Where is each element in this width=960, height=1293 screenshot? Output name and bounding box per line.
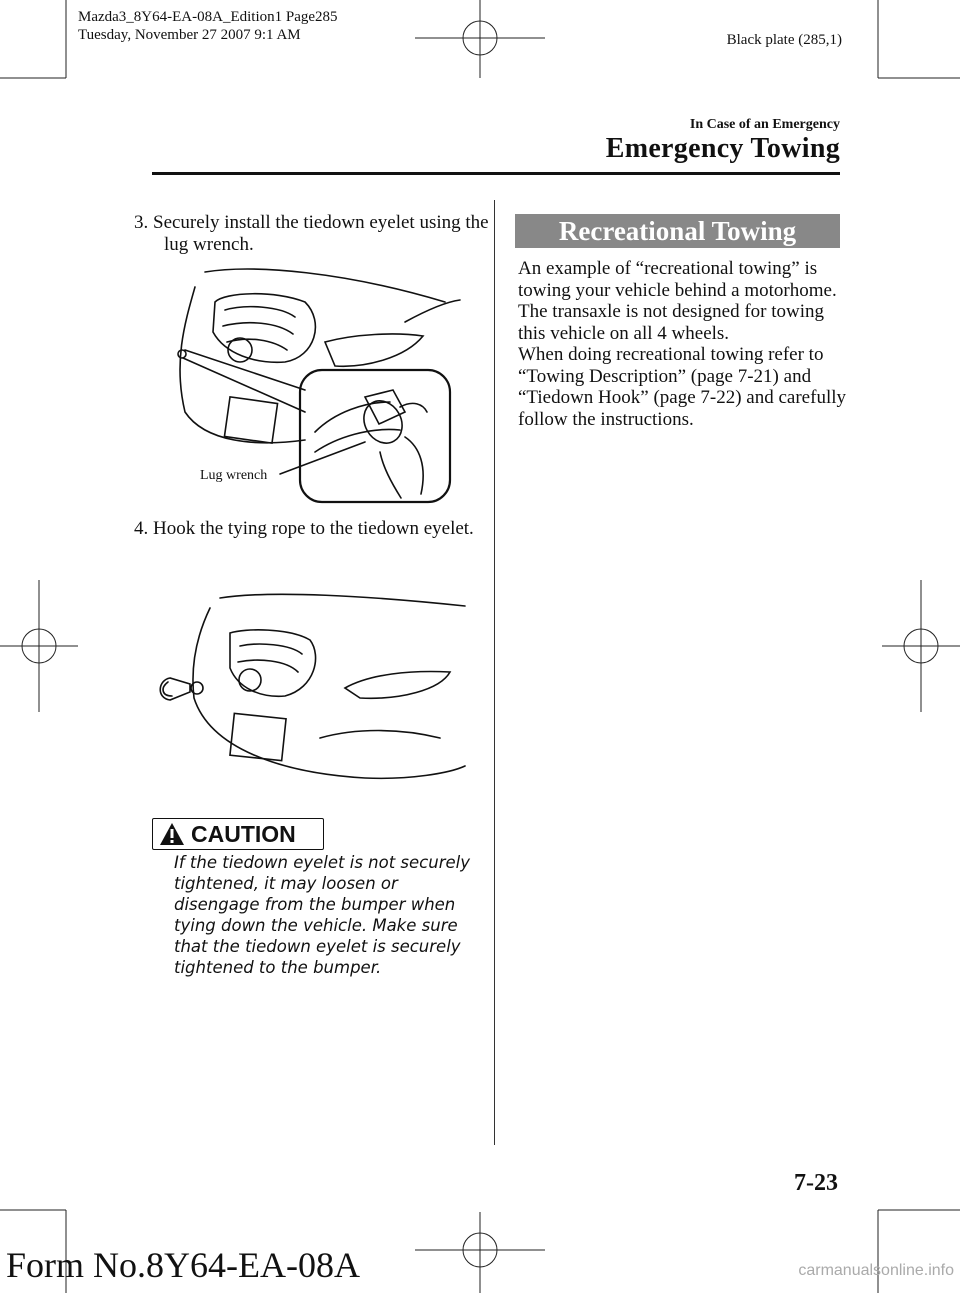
tiedown-eyelet-hooked-illustration	[150, 588, 470, 793]
paragraph-1: An example of “recreational towing” is towing your vehicle behind a motorhome. The transaxle is not designed for towing this vehicle on all 4 wheels.	[518, 258, 837, 344]
crop-mark-top-left	[0, 0, 66, 78]
plate-label: Black plate (285,1)	[726, 32, 842, 48]
print-info-line2: Tuesday, November 27 2007 9:1 AM	[78, 27, 301, 43]
crop-mark-top-right	[878, 0, 960, 78]
header-rule	[152, 172, 840, 175]
caution-box	[152, 818, 324, 850]
column-divider	[494, 200, 495, 1145]
target-mark-right	[882, 580, 960, 712]
page-number: 7-23	[794, 1170, 838, 1196]
print-info-line1: Mazda3_8Y64-EA-08A_Edition1 Page285	[78, 9, 338, 25]
print-info	[78, 8, 338, 44]
paragraph-2: When doing recreational towing refer to “Towing Description” (page 7-21) and “Tiedown Hook” (page 7-22) and carefully follow the instructions.	[518, 344, 847, 430]
target-mark-bottom	[415, 1212, 545, 1293]
crop-mark-bottom-right	[878, 1210, 960, 1293]
recreational-towing-body	[518, 258, 848, 430]
lug-wrench-label: Lug wrench	[200, 468, 268, 483]
step-3-text: 3. Securely install the tiedown eyelet using the lug wrench.	[134, 212, 489, 255]
caution-label: CAUTION	[191, 821, 296, 847]
section-label: In Case of an Emergency	[689, 117, 840, 132]
form-number: Form No.8Y64-EA-08A	[6, 1245, 360, 1285]
target-mark-left	[0, 580, 78, 712]
warning-triangle-icon	[159, 822, 185, 846]
recreational-towing-heading: Recreational Towing	[515, 214, 840, 248]
caution-body: If the tiedown eyelet is not securely tightened, it may loosen or disengage from the bumper when tying down the vehicle. Make sure that the tiedown eyelet is securely tightened to the bumper.	[174, 853, 470, 977]
page-title: Emergency Towing	[605, 133, 840, 164]
step-4-text: 4. Hook the tying rope to the tiedown eyelet.	[134, 518, 474, 539]
target-mark-top	[415, 0, 545, 78]
watermark: carmanualsonline.info	[798, 1262, 954, 1279]
